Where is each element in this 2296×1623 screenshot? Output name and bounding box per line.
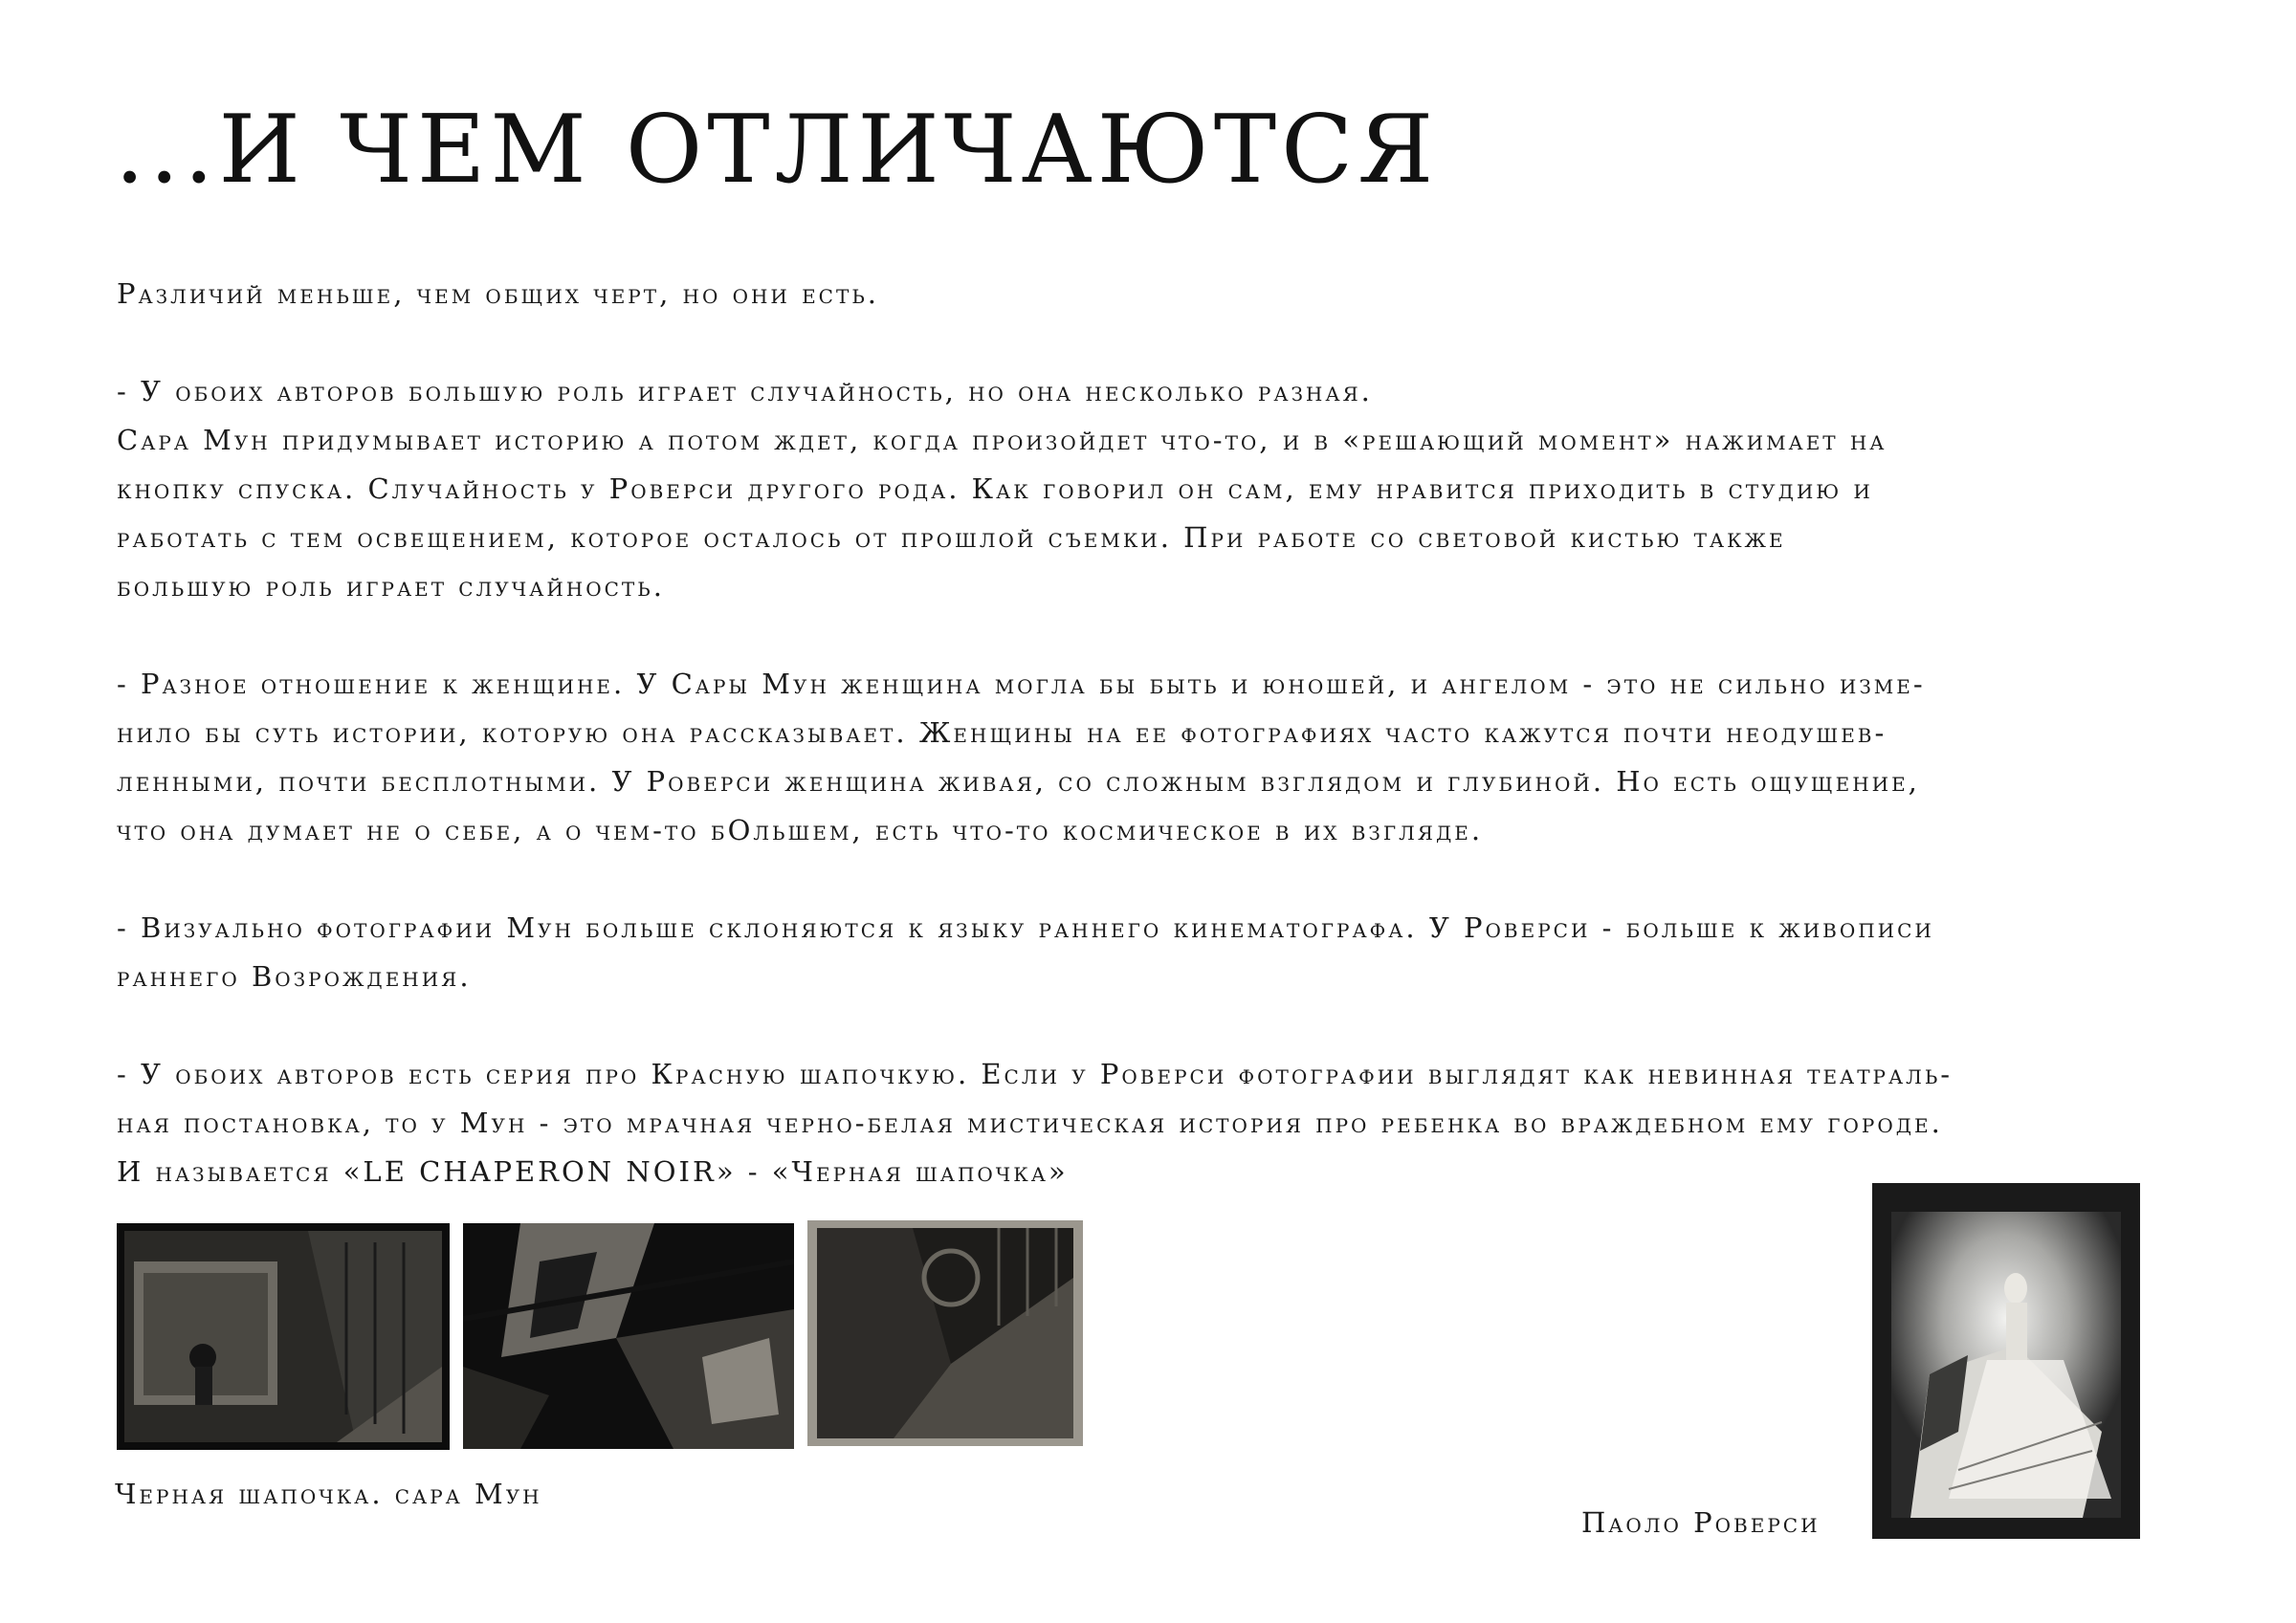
photo-roversi-dancer: [1872, 1183, 2140, 1539]
photo-moon-shadows: [463, 1223, 794, 1449]
page-title: ...И ЧЕМ ОТЛИЧАЮТСЯ: [115, 96, 1439, 205]
caption-sarah-moon: Черная шапочка. сара Мун: [115, 1478, 542, 1510]
paragraph-red-riding-hood: - У обоих авторов есть серия про Красную шапочкую. Если у Роверси фотографии выглядят как невинная театраль- ная постановка, то у Мун - это мрачная черно-белая мистическая история про ребенка во враждебном ему городе. И называется «LE CHAPERON NOIR» - «Черная шапочка»: [117, 1058, 1954, 1188]
paragraph-women: - Разное отношение к женщине. У Сары Мун женщина могла бы быть и юношей, и ангелом - это не сильно изме- нило бы суть истории, которую она рассказывает. Женщины на ее фотографиях часто кажутся почти неодушев- ленными, почти бесплотными. У Роверси женщина живая, со сложным взглядом и глубиной. Но есть ощущение, что она думает не о себе, а о чем-то бОльшем, есть что-то космическое в их взгляде.: [117, 668, 1926, 846]
body-text: [117, 270, 2221, 1196]
paragraph-intro: Различий меньше, чем общих черт, но они есть.: [117, 277, 880, 310]
caption-paolo-roversi: Паоло Роверси: [1581, 1506, 1821, 1539]
paragraph-visual: - Визуально фотографии Мун больше склоняются к языку раннего кинематографа. У Роверси - больше к живописи раннего Возрождения.: [117, 911, 1934, 993]
paragraph-chance: - У обоих авторов большую роль играет случайность, но она несколько разная. Сара Мун придумывает историю а потом ждет, когда произойдет что-то, и в «решающий момент» нажимает на кнопку спуска. Случайность у Роверси другого рода. Как говорил он сам, ему нравится приходить в студию и работать с тем освещением, которое осталось от прошлой съемки. При работе со световой кистью также большую роль играет случайность.: [117, 375, 1888, 603]
photo-moon-street-backdrop: [117, 1223, 450, 1450]
photo-moon-alley: [807, 1220, 1083, 1446]
